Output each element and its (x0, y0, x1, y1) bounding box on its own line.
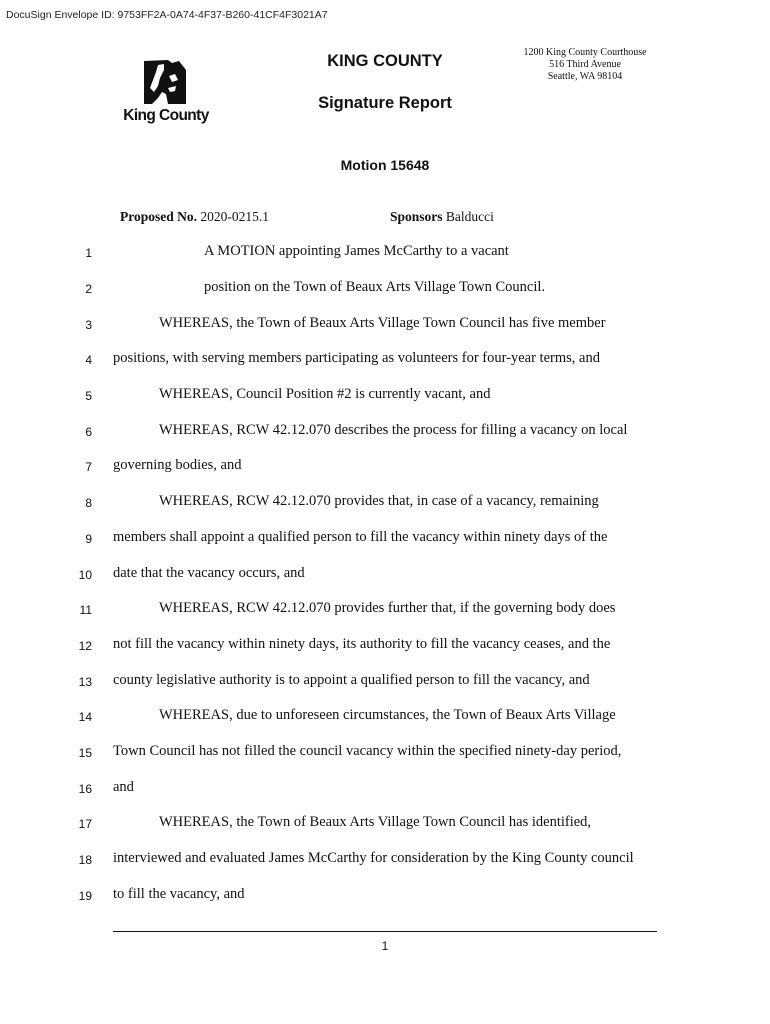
line-number: 9 (85, 532, 92, 546)
line-number: 19 (78, 889, 92, 903)
address-line: Seattle, WA 98104 (547, 71, 623, 82)
document-line (0, 743, 770, 763)
line-number: 6 (85, 425, 92, 439)
document-line (0, 779, 770, 799)
page-number: 1 (381, 939, 389, 953)
address-block (505, 47, 665, 83)
proposed-number (120, 209, 269, 225)
line-text: WHEREAS, RCW 42.12.070 provides further that, if the governing body does (159, 600, 616, 616)
line-text: interviewed and evaluated James McCarthy for consideration by the King County council (113, 850, 634, 866)
line-text: WHEREAS, due to unforeseen circumstances, the Town of Beaux Arts Village (159, 707, 616, 723)
line-text: WHEREAS, the Town of Beaux Arts Village Town Council has five member (159, 315, 606, 331)
line-text: and (113, 779, 134, 795)
address-line: 1200 King County Courthouse (523, 47, 647, 58)
document-line (0, 243, 770, 263)
line-text: county legislative authority is to appoint a qualified person to fill the vacancy, and (113, 672, 590, 688)
proposed-value: 2020-0215.1 (200, 209, 270, 224)
line-number: 1 (85, 246, 92, 260)
line-number: 3 (85, 318, 92, 332)
line-number: 4 (85, 353, 92, 367)
line-text: WHEREAS, Council Position #2 is currently vacant, and (159, 386, 491, 402)
line-number: 16 (78, 782, 92, 796)
footer-divider (113, 931, 657, 932)
line-text: Town Council has not filled the council vacancy within the specified ninety-day period, (113, 743, 622, 759)
sponsors-value: Balducci (445, 209, 494, 224)
document-line (0, 350, 770, 370)
report-title: Signature Report (318, 94, 452, 112)
document-line (0, 636, 770, 656)
line-number: 11 (79, 603, 92, 617)
document-line (0, 814, 770, 834)
line-text: position on the Town of Beaux Arts Village Town Council. (204, 279, 546, 295)
line-text: governing bodies, and (113, 457, 242, 473)
line-text: WHEREAS, the Town of Beaux Arts Village Town Council has identified, (159, 814, 592, 830)
line-number: 12 (78, 639, 92, 653)
line-text: date that the vacancy occurs, and (113, 565, 305, 581)
line-number: 13 (78, 675, 92, 689)
line-text: to fill the vacancy, and (113, 886, 245, 902)
document-line (0, 565, 770, 585)
line-number: 8 (85, 496, 92, 510)
document-line (0, 600, 770, 620)
mlk-portrait-icon (142, 58, 188, 106)
line-text: A MOTION appointing James McCarthy to a vacant (204, 243, 509, 259)
line-text: not fill the vacancy within ninety days, its authority to fill the vacancy ceases, and the (113, 636, 611, 652)
document-line (0, 529, 770, 549)
line-text: WHEREAS, RCW 42.12.070 provides that, in case of a vacancy, remaining (159, 493, 599, 509)
sponsors-label: Sponsors (390, 209, 443, 224)
document-line (0, 279, 770, 299)
line-number: 15 (78, 746, 92, 760)
document-line (0, 886, 770, 906)
envelope-id: DocuSign Envelope ID: 9753FF2A-0A74-4F37-B260-41CF4F3021A7 (6, 9, 328, 21)
document-line (0, 672, 770, 692)
line-number: 14 (78, 710, 92, 724)
org-title: KING COUNTY (327, 52, 443, 70)
sponsors (390, 209, 494, 225)
line-text: WHEREAS, RCW 42.12.070 describes the process for filling a vacancy on local (159, 422, 628, 438)
line-number: 10 (78, 568, 92, 582)
line-number: 18 (78, 853, 92, 867)
line-number: 2 (85, 282, 92, 296)
document-line (0, 850, 770, 870)
proposed-label: Proposed No. (120, 209, 198, 224)
line-number: 17 (78, 817, 92, 831)
king-county-logo (118, 58, 214, 128)
document-line (0, 493, 770, 513)
line-number: 7 (85, 460, 92, 474)
document-line (0, 422, 770, 442)
logo-text: King County (123, 107, 209, 124)
document-line (0, 315, 770, 335)
line-text: positions, with serving members participating as volunteers for four-year terms, and (113, 350, 600, 366)
address-line: 516 Third Avenue (549, 59, 621, 70)
document-line (0, 457, 770, 477)
line-number: 5 (85, 389, 92, 403)
motion-number: Motion 15648 (340, 157, 430, 173)
document-line (0, 386, 770, 406)
document-line (0, 707, 770, 727)
line-text: members shall appoint a qualified person to fill the vacancy within ninety days of the (113, 529, 608, 545)
